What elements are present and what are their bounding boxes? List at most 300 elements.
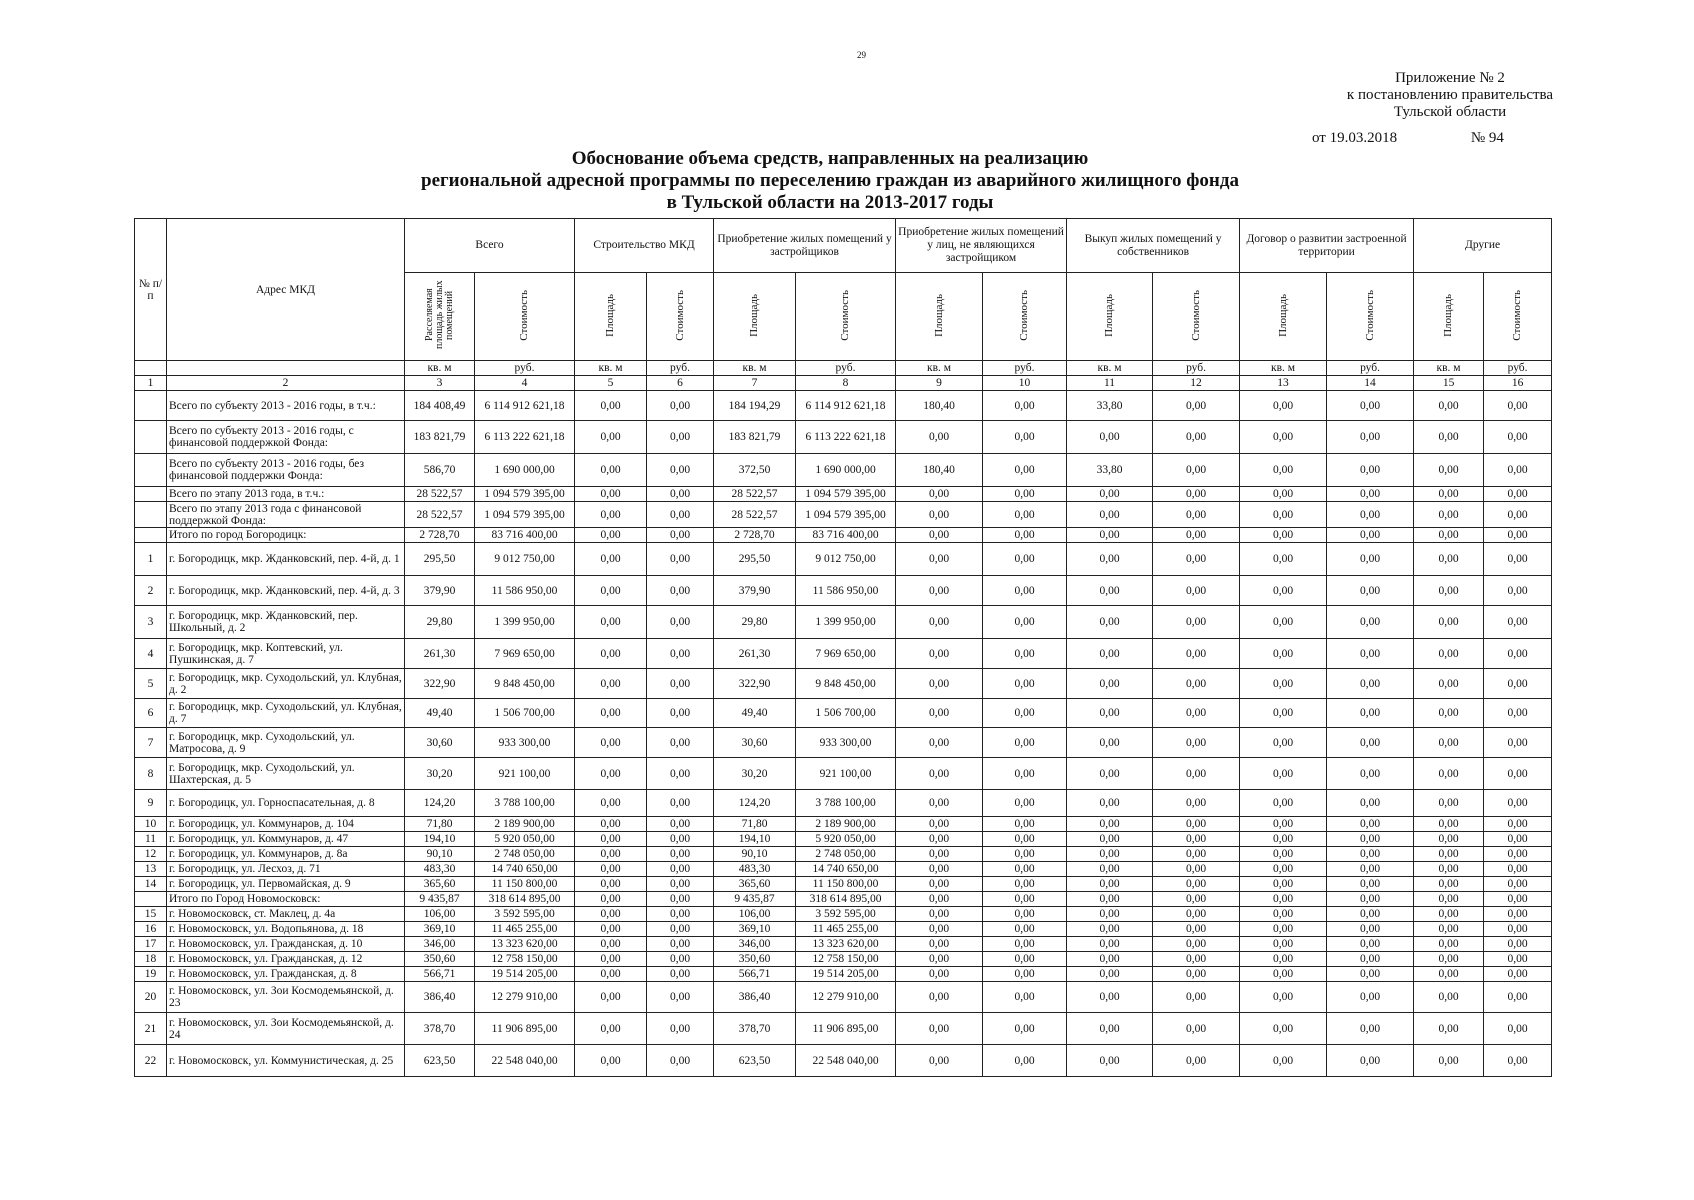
row-number [135,454,167,487]
row-number: 9 [135,790,167,817]
cell-area: 0,00 [1067,528,1153,543]
row-address: г. Богородицк, ул. Первомайская, д. 9 [167,877,405,892]
table-row [135,639,1552,669]
cell-area: 386,40 [714,982,796,1013]
cell-cost: 0,00 [647,982,714,1013]
table-row [135,543,1552,576]
column-number: 14 [1327,376,1414,391]
cell-cost: 6 113 222 621,18 [475,421,575,454]
cell-cost: 0,00 [983,606,1067,639]
cell-cost: 1 094 579 395,00 [796,487,896,502]
cell-cost: 0,00 [1153,982,1240,1013]
cell-area: 0,00 [1067,606,1153,639]
cell-cost: 0,00 [983,391,1067,421]
cell-area: 9 435,87 [405,892,475,907]
cell-cost: 0,00 [647,606,714,639]
cell-area: 0,00 [1414,892,1484,907]
cell-cost: 0,00 [983,454,1067,487]
cell-area: 0,00 [1067,487,1153,502]
cell-area: 0,00 [896,699,983,728]
unit-cost: руб. [983,361,1067,376]
cell-area: 0,00 [1414,952,1484,967]
row-address: г. Богородицк, ул. Коммунаров, д. 104 [167,817,405,832]
cell-cost: 0,00 [1153,817,1240,832]
cell-cost: 0,00 [983,528,1067,543]
column-number: 4 [475,376,575,391]
header-cost: Стоимость [647,273,714,361]
cell-cost: 9 012 750,00 [796,543,896,576]
row-address: г. Новомосковск, ул. Зои Космодемьянской, д. 23 [167,982,405,1013]
row-number: 2 [135,576,167,606]
cell-cost: 0,00 [1484,421,1552,454]
cell-area: 0,00 [1067,922,1153,937]
column-number: 11 [1067,376,1153,391]
cell-area: 28 522,57 [714,502,796,528]
cell-area: 0,00 [1240,699,1327,728]
row-address: г. Богородицк, ул. Лесхоз, д. 71 [167,862,405,877]
cell-cost: 0,00 [1327,421,1414,454]
column-number: 2 [167,376,405,391]
unit-cost: руб. [647,361,714,376]
page-number: 29 [857,50,866,60]
cell-cost: 0,00 [1327,892,1414,907]
table-row [135,728,1552,758]
cell-area: 0,00 [1067,817,1153,832]
appendix-region: Тульской области [1393,104,1507,120]
header-area: Площадь [1067,273,1153,361]
cell-cost: 2 189 900,00 [475,817,575,832]
cell-cost: 3 788 100,00 [475,790,575,817]
cell-area: 0,00 [1414,454,1484,487]
cell-area: 0,00 [575,1013,647,1045]
row-number: 4 [135,639,167,669]
cell-cost: 0,00 [1484,907,1552,922]
cell-cost: 0,00 [1327,877,1414,892]
cell-area: 0,00 [1414,907,1484,922]
cell-cost: 83 716 400,00 [475,528,575,543]
row-address: Всего по этапу 2013 года, в т.ч.: [167,487,405,502]
cell-cost: 0,00 [1327,847,1414,862]
cell-area: 28 522,57 [714,487,796,502]
cell-cost: 0,00 [1153,1013,1240,1045]
cell-cost: 2 189 900,00 [796,817,896,832]
cell-cost: 14 740 650,00 [796,862,896,877]
cell-cost: 0,00 [647,862,714,877]
cell-cost: 0,00 [647,907,714,922]
row-number: 7 [135,728,167,758]
table-row [135,606,1552,639]
cell-cost: 0,00 [983,967,1067,982]
row-number [135,892,167,907]
cell-cost: 0,00 [647,877,714,892]
cell-area: 90,10 [714,847,796,862]
cell-area: 0,00 [1067,1045,1153,1077]
table-row [135,487,1552,502]
appendix-date-line [1300,130,1600,147]
cell-cost: 0,00 [1153,967,1240,982]
cell-area: 0,00 [896,1013,983,1045]
table-row [135,454,1552,487]
cell-cost: 0,00 [983,982,1067,1013]
cell-area: 0,00 [896,576,983,606]
cell-area: 0,00 [896,639,983,669]
cell-area: 0,00 [896,528,983,543]
cell-cost: 0,00 [1484,639,1552,669]
row-address: Всего по субъекту 2013 - 2016 годы, без финансовой поддержки Фонда: [167,454,405,487]
cell-cost: 0,00 [1484,922,1552,937]
cell-area: 9 435,87 [714,892,796,907]
cell-area: 0,00 [1240,669,1327,699]
row-number [135,421,167,454]
cell-cost: 3 788 100,00 [796,790,896,817]
cell-cost: 7 969 650,00 [475,639,575,669]
cell-area: 566,71 [405,967,475,982]
cell-cost: 0,00 [983,502,1067,528]
row-number: 18 [135,952,167,967]
cell-area: 0,00 [575,892,647,907]
cell-area: 0,00 [896,790,983,817]
appendix-block [1300,70,1600,147]
cell-cost: 1 094 579 395,00 [796,502,896,528]
cell-area: 0,00 [896,877,983,892]
cell-area: 0,00 [896,967,983,982]
cell-cost: 0,00 [1327,1045,1414,1077]
header-area: Площадь [575,273,647,361]
cell-area: 90,10 [405,847,475,862]
cell-area: 0,00 [896,817,983,832]
cell-area: 28 522,57 [405,487,475,502]
cell-area: 124,20 [714,790,796,817]
cell-cost: 0,00 [1327,606,1414,639]
cell-area: 71,80 [405,817,475,832]
cell-area: 71,80 [714,817,796,832]
cell-area: 0,00 [896,502,983,528]
cell-cost: 318 614 895,00 [475,892,575,907]
cell-cost: 11 465 255,00 [796,922,896,937]
cell-area: 0,00 [1067,421,1153,454]
cell-area: 0,00 [1067,543,1153,576]
cell-cost: 0,00 [983,699,1067,728]
cell-area: 0,00 [1067,877,1153,892]
cell-area: 0,00 [1240,892,1327,907]
cell-area: 0,00 [1240,862,1327,877]
cell-cost: 19 514 205,00 [796,967,896,982]
cell-cost: 0,00 [1327,967,1414,982]
cell-area: 0,00 [896,847,983,862]
title-line-2: региональной адресной программы по переселению граждан из аварийного жилищного фонда [421,170,1239,191]
cell-cost: 14 740 650,00 [475,862,575,877]
cell-area: 0,00 [1067,699,1153,728]
cell-area: 0,00 [1414,967,1484,982]
cell-area: 0,00 [1414,937,1484,952]
cell-area: 322,90 [714,669,796,699]
unit-cost: руб. [1327,361,1414,376]
cell-area: 180,40 [896,391,983,421]
cell-area: 0,00 [1240,982,1327,1013]
cell-cost: 0,00 [1327,391,1414,421]
cell-cost: 933 300,00 [475,728,575,758]
cell-area: 0,00 [1067,669,1153,699]
cell-cost: 0,00 [1484,847,1552,862]
cell-area: 0,00 [896,728,983,758]
cell-area: 0,00 [575,639,647,669]
unit-cost: руб. [1153,361,1240,376]
cell-area: 30,60 [714,728,796,758]
cell-cost: 0,00 [1327,758,1414,790]
row-number: 11 [135,832,167,847]
cell-area: 0,00 [896,952,983,967]
cell-area: 0,00 [896,982,983,1013]
cell-area: 33,80 [1067,391,1153,421]
cell-area: 0,00 [1414,669,1484,699]
cell-area: 623,50 [405,1045,475,1077]
cell-area: 0,00 [1414,862,1484,877]
cell-area: 0,00 [1240,454,1327,487]
column-number: 7 [714,376,796,391]
cell-cost: 0,00 [1484,391,1552,421]
header-cost: Стоимость [475,273,575,361]
cell-area: 0,00 [1067,790,1153,817]
cell-area: 0,00 [896,922,983,937]
cell-area: 0,00 [1414,576,1484,606]
header-row-groups [135,219,1552,273]
cell-cost: 0,00 [1153,877,1240,892]
cell-area: 0,00 [575,832,647,847]
cell-area: 0,00 [1240,528,1327,543]
row-number [135,391,167,421]
cell-cost: 19 514 205,00 [475,967,575,982]
cell-cost: 0,00 [983,862,1067,877]
header-group-construction: Строительство МКД [575,219,714,273]
cell-area: 350,60 [714,952,796,967]
row-number: 3 [135,606,167,639]
row-number [135,502,167,528]
cell-cost: 83 716 400,00 [796,528,896,543]
cell-area: 0,00 [1067,937,1153,952]
cell-cost: 13 323 620,00 [796,937,896,952]
cell-area: 0,00 [1414,487,1484,502]
cell-cost: 0,00 [1327,937,1414,952]
table-row [135,907,1552,922]
cell-area: 0,00 [1240,391,1327,421]
cell-cost: 0,00 [1484,543,1552,576]
table-row [135,847,1552,862]
cell-cost: 0,00 [1153,758,1240,790]
unit-area: кв. м [405,361,475,376]
cell-cost: 2 748 050,00 [475,847,575,862]
cell-area: 0,00 [575,817,647,832]
cell-cost: 0,00 [1153,952,1240,967]
cell-cost: 0,00 [1327,832,1414,847]
cell-area: 0,00 [896,862,983,877]
table-row [135,1013,1552,1045]
row-address: г. Новомосковск, ул. Гражданская, д. 12 [167,952,405,967]
cell-cost: 0,00 [1327,790,1414,817]
cell-cost: 0,00 [1327,907,1414,922]
cell-area: 369,10 [714,922,796,937]
cell-cost: 0,00 [1484,817,1552,832]
cell-cost: 0,00 [647,728,714,758]
cell-cost: 0,00 [1153,847,1240,862]
cell-cost: 0,00 [983,952,1067,967]
cell-cost: 0,00 [1327,862,1414,877]
header-address: Адрес МКД [167,219,405,361]
cell-cost: 1 094 579 395,00 [475,502,575,528]
column-number: 6 [647,376,714,391]
cell-cost: 0,00 [1153,728,1240,758]
row-number [135,487,167,502]
cell-area: 0,00 [1240,1045,1327,1077]
cell-cost: 921 100,00 [475,758,575,790]
cell-cost: 0,00 [1153,487,1240,502]
cell-area: 0,00 [575,699,647,728]
cell-area: 49,40 [714,699,796,728]
appendix-title: Приложение № 2 [1395,70,1505,86]
cell-area: 0,00 [1240,952,1327,967]
cell-area: 0,00 [1240,832,1327,847]
cell-cost: 0,00 [983,576,1067,606]
cell-cost: 0,00 [1327,699,1414,728]
cell-cost: 1 399 950,00 [475,606,575,639]
table-row [135,832,1552,847]
cell-area: 0,00 [1414,847,1484,862]
header-area: Площадь [1240,273,1327,361]
column-number: 8 [796,376,896,391]
cell-cost: 921 100,00 [796,758,896,790]
cell-area: 350,60 [405,952,475,967]
cell-cost: 0,00 [647,937,714,952]
cell-cost: 0,00 [647,502,714,528]
cell-area: 0,00 [575,1045,647,1077]
row-address: г. Богородицк, мкр. Суходольский, ул. Матросова, д. 9 [167,728,405,758]
cell-area: 0,00 [1240,877,1327,892]
cell-area: 0,00 [1414,982,1484,1013]
table-row [135,817,1552,832]
row-address: г. Богородицк, мкр. Суходольский, ул. Шахтерская, д. 5 [167,758,405,790]
header-group-territory: Договор о развитии застроенной территории [1240,219,1414,273]
header-area: Площадь [896,273,983,361]
cell-cost: 933 300,00 [796,728,896,758]
cell-area: 0,00 [1414,699,1484,728]
cell-cost: 11 586 950,00 [796,576,896,606]
cell-area: 124,20 [405,790,475,817]
cell-area: 0,00 [1067,907,1153,922]
cell-cost: 0,00 [983,1013,1067,1045]
cell-area: 0,00 [1414,528,1484,543]
cell-area: 483,30 [714,862,796,877]
cell-area: 0,00 [575,937,647,952]
row-number: 21 [135,1013,167,1045]
appendix-subtitle: к постановлению правительства [1346,87,1554,103]
cell-cost: 0,00 [1484,487,1552,502]
title-line-1: Обоснование объема средств, направленных на реализацию [571,148,1089,169]
cell-cost: 9 012 750,00 [475,543,575,576]
cell-area: 0,00 [896,669,983,699]
row-address: Итого по город Богородицк: [167,528,405,543]
cell-area: 0,00 [896,421,983,454]
header-group-non-developers: Приобретение жилых помещений у лиц, не являющихся застройщиком [896,219,1067,273]
row-address: г. Новомосковск, ул. Гражданская, д. 8 [167,967,405,982]
cell-cost: 0,00 [1153,832,1240,847]
cell-area: 365,60 [714,877,796,892]
cell-cost: 0,00 [1484,892,1552,907]
row-address: г. Богородицк, ул. Горноспасательная, д. 8 [167,790,405,817]
cell-cost: 0,00 [647,543,714,576]
cell-cost: 12 279 910,00 [475,982,575,1013]
cell-cost: 0,00 [1327,922,1414,937]
cell-area: 30,60 [405,728,475,758]
cell-area: 379,90 [405,576,475,606]
cell-cost: 11 906 895,00 [796,1013,896,1045]
cell-area: 0,00 [1240,606,1327,639]
cell-cost: 1 690 000,00 [796,454,896,487]
cell-cost: 0,00 [1153,907,1240,922]
cell-cost: 0,00 [1153,502,1240,528]
cell-area: 0,00 [575,952,647,967]
cell-cost: 0,00 [1484,862,1552,877]
cell-cost: 0,00 [1484,967,1552,982]
cell-area: 0,00 [896,758,983,790]
cell-area: 0,00 [575,454,647,487]
unit-area: кв. м [1240,361,1327,376]
cell-cost: 12 279 910,00 [796,982,896,1013]
cell-area: 183 821,79 [714,421,796,454]
cell-cost: 0,00 [1153,669,1240,699]
table-row [135,528,1552,543]
cell-area: 0,00 [575,790,647,817]
cell-cost: 1 690 000,00 [475,454,575,487]
row-address: Всего по этапу 2013 года с финансовой поддержкой Фонда: [167,502,405,528]
cell-cost: 0,00 [983,817,1067,832]
cell-cost: 0,00 [647,952,714,967]
cell-cost: 0,00 [647,790,714,817]
row-number: 8 [135,758,167,790]
row-address: Всего по субъекту 2013 - 2016 годы, с финансовой поддержкой Фонда: [167,421,405,454]
cell-area: 0,00 [1067,728,1153,758]
cell-cost: 0,00 [647,1013,714,1045]
cell-area: 0,00 [575,576,647,606]
row-address: Всего по субъекту 2013 - 2016 годы, в т.ч.: [167,391,405,421]
row-address: г. Богородицк, мкр. Суходольский, ул. Клубная, д. 7 [167,699,405,728]
cell-cost: 22 548 040,00 [475,1045,575,1077]
cell-cost: 0,00 [1484,576,1552,606]
unit-blank [135,361,167,376]
cell-area: 0,00 [575,907,647,922]
cell-area: 0,00 [1414,421,1484,454]
cell-area: 0,00 [575,421,647,454]
table-row [135,877,1552,892]
cell-area: 29,80 [405,606,475,639]
cell-area: 0,00 [1240,817,1327,832]
cell-area: 0,00 [1240,487,1327,502]
cell-area: 346,00 [405,937,475,952]
cell-area: 0,00 [575,528,647,543]
row-number: 12 [135,847,167,862]
unit-area: кв. м [896,361,983,376]
cell-area: 29,80 [714,606,796,639]
cell-cost: 1 506 700,00 [796,699,896,728]
unit-cost: руб. [796,361,896,376]
table-row [135,758,1552,790]
row-address: г. Богородицк, мкр. Жданковский, пер. Школьный, д. 2 [167,606,405,639]
header-area: Площадь [1414,273,1484,361]
cell-cost: 3 592 595,00 [475,907,575,922]
table-row [135,922,1552,937]
cell-area: 0,00 [1240,847,1327,862]
cell-area: 184 194,29 [714,391,796,421]
cell-cost: 0,00 [1484,1045,1552,1077]
cell-area: 0,00 [1067,967,1153,982]
